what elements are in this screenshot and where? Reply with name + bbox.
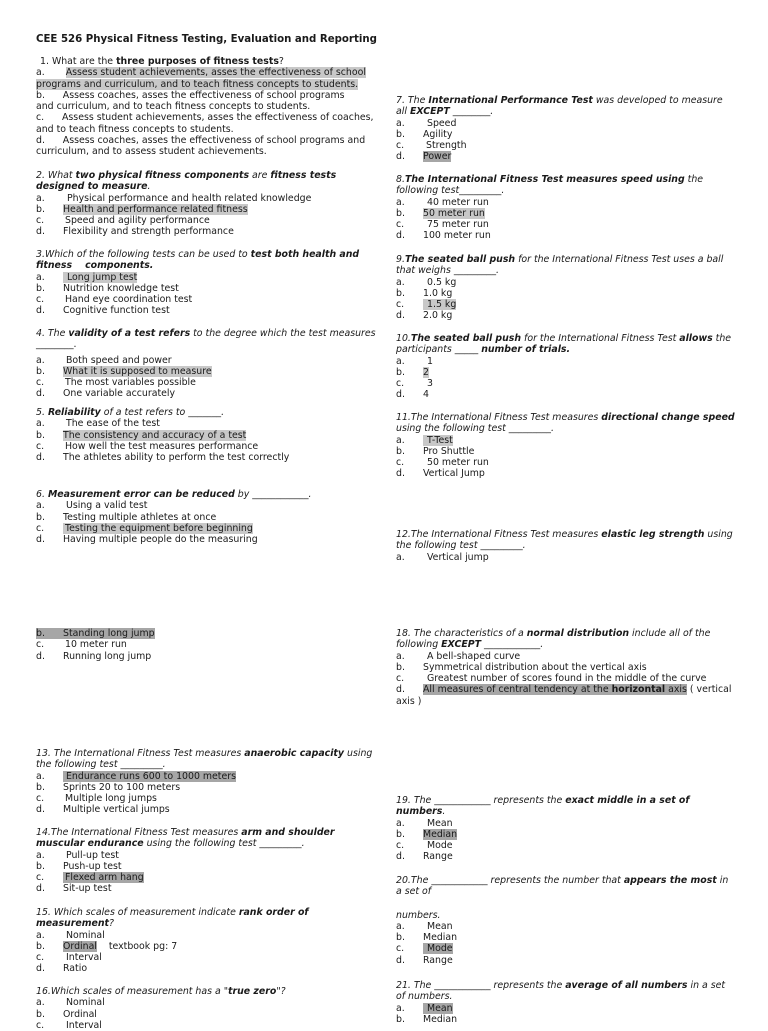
- option-c: c. Multiple long jumps: [36, 793, 157, 805]
- textbook-reference-note: textbook pg: 7: [96, 940, 178, 952]
- option-d: d. Vertical Jump: [396, 468, 485, 480]
- question-8-stem-cont: following test_________.: [396, 185, 505, 197]
- question-6-stem: 6. Measurement error can be reduced by ____________.: [36, 489, 312, 500]
- question-3-stem-cont: fitness components.: [36, 260, 154, 272]
- question-20-stem: 20.The ____________ represents the number that appears the most in: [396, 875, 729, 886]
- question-1-option-d: d. Assess coaches, asses the effectiveness of school programs and: [36, 135, 366, 147]
- question-7-stem: 7. The International Performance Test was developed to measure: [396, 95, 723, 106]
- question-3-stem: 3.Which of the following tests can be used to test both health and: [36, 249, 360, 260]
- document-title: CEE 526 Physical Fitness Testing, Evaluation and Reporting: [36, 34, 377, 45]
- question-21-stem: 21. The ____________ represents the average of all numbers in a set: [396, 980, 726, 991]
- question-2-stem: 2. What two physical fitness components are fitness tests: [36, 170, 337, 181]
- option-c: c. Strength: [396, 140, 467, 152]
- question-5-stem: 5. Reliability of a test refers to _______.: [36, 407, 225, 418]
- option-d: d. Sit-up test: [36, 883, 112, 895]
- option-d: d. Having multiple people do the measuring: [36, 534, 258, 546]
- question-15-stem: 15. Which scales of measurement indicate rank order of: [36, 907, 309, 918]
- question-20-stem-cont: a set of: [396, 886, 432, 898]
- question-10-stem: 10.The seated ball push for the International Fitness Test allows the: [396, 333, 732, 344]
- option-d: d. Multiple vertical jumps: [36, 804, 170, 816]
- option-b: b. Testing multiple athletes at once: [36, 511, 217, 523]
- question-14-stem: 14.The International Fitness Test measures arm and shoulder: [36, 827, 335, 838]
- option-a: a. The ease of the test: [36, 418, 160, 430]
- option-d: d. Flexibility and strength performance: [36, 226, 234, 238]
- question-7-stem-cont: all EXCEPT ________.: [396, 106, 494, 118]
- option-c: c. 75 meter run: [396, 219, 489, 231]
- option-b: b. Nutrition knowledge test: [36, 282, 179, 294]
- question-11-stem-cont: using the following test _________.: [396, 423, 554, 435]
- option-d: d. All measures of central tendency at the horizontal axis ( vertical: [396, 684, 732, 696]
- question-21: [396, 980, 746, 1025]
- option-b: b. Ordinal textbook pg: 7: [36, 940, 178, 952]
- option-a: a. 1: [396, 355, 433, 367]
- question-1: [36, 56, 396, 158]
- option-a: a. Speed: [396, 117, 457, 129]
- option-b: b. Push-up test: [36, 860, 122, 872]
- option-a: a. Pull-up test: [36, 849, 119, 861]
- option-b: b. Median: [396, 1013, 458, 1025]
- option-d: d. 100 meter run: [396, 230, 491, 242]
- question-13-stem-cont: the following test _________.: [36, 759, 166, 771]
- question-9-stem: 9.The seated ball push for the International Fitness Test uses a ball: [396, 254, 724, 265]
- question-15: [36, 907, 386, 975]
- question-8: [396, 174, 746, 242]
- option-c: c. Interval: [36, 952, 102, 964]
- option-b: b. 2: [396, 366, 429, 378]
- question-21-stem-cont: of numbers.: [396, 991, 453, 1003]
- option-d: d. Power: [396, 151, 452, 163]
- option-b: b. Median: [396, 932, 458, 944]
- option-a: a. Endurance runs 600 to 1000 meters: [36, 770, 236, 782]
- option-a: a. 0.5 kg: [396, 276, 457, 288]
- question-8-stem: 8.The International Fitness Test measures speed using the: [396, 174, 704, 185]
- option-a: a. Mean: [396, 817, 453, 829]
- option-d: d. Cognitive function test: [36, 305, 170, 317]
- option-d: d. Running long jump: [36, 650, 152, 662]
- option-c: c. 10 meter run: [36, 639, 127, 651]
- question-9: [396, 254, 746, 322]
- question-1-option-a: a. Assess student achievements, asses the effectiveness of school: [36, 67, 366, 79]
- option-d: d. 2.0 kg: [396, 310, 453, 322]
- question-6: [36, 489, 386, 545]
- option-c: c. Mode: [396, 840, 453, 852]
- option-b: b. 1.0 kg: [396, 287, 453, 299]
- question-13: [36, 748, 386, 816]
- option-a: a. Long jump test: [36, 271, 138, 283]
- option-c: c. Mode: [396, 943, 453, 955]
- question-11: [396, 412, 746, 480]
- question-12: [396, 529, 746, 563]
- question-20-stem-cont-2: numbers.: [396, 909, 441, 921]
- option-a: a. Nominal: [36, 929, 105, 941]
- question-1-option-a-cont: programs and curriculum, and to teach fitness concepts to students.: [36, 78, 359, 90]
- question-1-option-c: c. Assess student achievements, asses the effectiveness of coaches,: [36, 112, 374, 124]
- option-a: a. Both speed and power: [36, 354, 172, 366]
- option-c: c. Flexed arm hang: [36, 872, 144, 884]
- question-18-stem-cont: following EXCEPT ____________.: [396, 639, 544, 651]
- option-b: b. Health and performance related fitness: [36, 203, 248, 215]
- option-b: b. Median: [396, 828, 458, 840]
- option-c: c. 1.5 kg: [396, 299, 457, 311]
- question-11-stem: 11.The International Fitness Test measures directional change speed: [396, 412, 735, 423]
- option-b: b. Sprints 20 to 100 meters: [36, 781, 181, 793]
- option-b: b. Pro Shuttle: [396, 445, 475, 457]
- option-c: c. 50 meter run: [396, 457, 489, 469]
- option-b: b. Ordinal: [36, 1008, 97, 1020]
- question-19-stem-cont: numbers.: [396, 806, 446, 818]
- question-4-stem: 4. The validity of a test refers to the degree which the test measures: [36, 328, 376, 339]
- option-a: a. Physical performance and health related knowledge: [36, 192, 312, 204]
- question-1-stem: 1. What are the three purposes of fitness tests?: [40, 56, 284, 67]
- question-18: [396, 628, 756, 707]
- question-4-stem-cont: ________.: [36, 339, 77, 351]
- question-12-continued: [36, 628, 386, 662]
- option-a: a. Nominal: [36, 997, 105, 1009]
- option-a: a. Mean: [396, 1002, 453, 1014]
- option-c: c. Greatest number of scores found in the middle of the curve: [396, 673, 707, 685]
- question-9-stem-cont: that weighs _________.: [396, 265, 499, 277]
- option-c: c. Testing the equipment before beginning: [36, 522, 253, 534]
- question-4: [36, 328, 386, 400]
- option-d-cont: axis ): [396, 695, 422, 707]
- question-12-stem-cont: the following test _________.: [396, 540, 526, 552]
- option-d: d. The athletes ability to perform the test correctly: [36, 452, 290, 464]
- option-b: b. Standing long jump: [36, 628, 155, 639]
- question-16-stem: 16.Which scales of measurement has a "true zero"?: [36, 986, 286, 997]
- question-3: [36, 249, 386, 317]
- question-10-stem-cont: participants _____ number of trials.: [396, 344, 571, 356]
- option-a: a. 40 meter run: [396, 196, 489, 208]
- question-14-stem-cont: muscular endurance using the following test _________.: [36, 838, 305, 850]
- question-1-option-c-cont: and to teach fitness concepts to students.: [36, 123, 234, 135]
- option-b: b. What it is supposed to measure: [36, 365, 212, 377]
- option-c: c. Speed and agility performance: [36, 215, 210, 227]
- option-d: d. Range: [396, 851, 453, 863]
- question-15-stem-cont: measurement?: [36, 918, 114, 930]
- question-10: [396, 333, 746, 401]
- question-19-stem: 19. The ____________ represents the exact middle in a set of: [396, 795, 690, 806]
- option-d: d. 4: [396, 389, 429, 401]
- question-16: [36, 986, 386, 1031]
- option-a: a. A bell-shaped curve: [396, 650, 521, 662]
- option-a: a. Mean: [396, 920, 453, 932]
- option-c: c. Interval: [36, 1019, 102, 1031]
- question-13-stem: 13. The International Fitness Test measures anaerobic capacity using: [36, 748, 373, 759]
- option-a: a. T-Test: [396, 434, 453, 446]
- option-d: d. Range: [396, 954, 453, 966]
- option-b: b. 50 meter run: [396, 207, 485, 219]
- option-a: a. Vertical jump: [396, 551, 489, 563]
- question-1-option-d-cont: curriculum, and to assess student achievements.: [36, 146, 267, 158]
- question-1-option-b-cont: and curriculum, and to teach fitness concepts to students.: [36, 101, 311, 113]
- option-c: c. 3: [396, 378, 433, 390]
- option-b: b. The consistency and accuracy of a test: [36, 429, 247, 441]
- option-a: a. Using a valid test: [36, 500, 148, 512]
- question-19: [396, 795, 746, 863]
- option-c: c. Hand eye coordination test: [36, 294, 193, 306]
- option-d: d. One variable accurately: [36, 388, 176, 400]
- question-14: [36, 827, 386, 895]
- option-d: d. Ratio: [36, 963, 88, 975]
- question-5: [36, 407, 386, 463]
- option-c: c. How well the test measures performance: [36, 440, 259, 452]
- option-b: b. Symmetrical distribution about the vertical axis: [396, 661, 647, 673]
- question-2-stem-cont: designed to measure: [36, 181, 148, 193]
- question-7: [396, 95, 746, 163]
- question-12-stem: 12.The International Fitness Test measures elastic leg strength using: [396, 529, 733, 540]
- question-18-stem: 18. The characteristics of a normal distribution include all of the: [396, 628, 711, 639]
- question-2: 2. What two physical fitness components are fitness tests designed to measure. a. Physical performance and health related knowledge b. Health and performance related fitness c. Speed and agility performance d. Flexibility and strength performance: [36, 170, 386, 238]
- option-c: c. The most variables possible: [36, 377, 196, 389]
- option-b: b. Agility: [396, 128, 453, 140]
- question-1-option-b: b. Assess coaches, asses the effectiveness of school programs: [36, 89, 345, 101]
- question-20: [396, 875, 746, 966]
